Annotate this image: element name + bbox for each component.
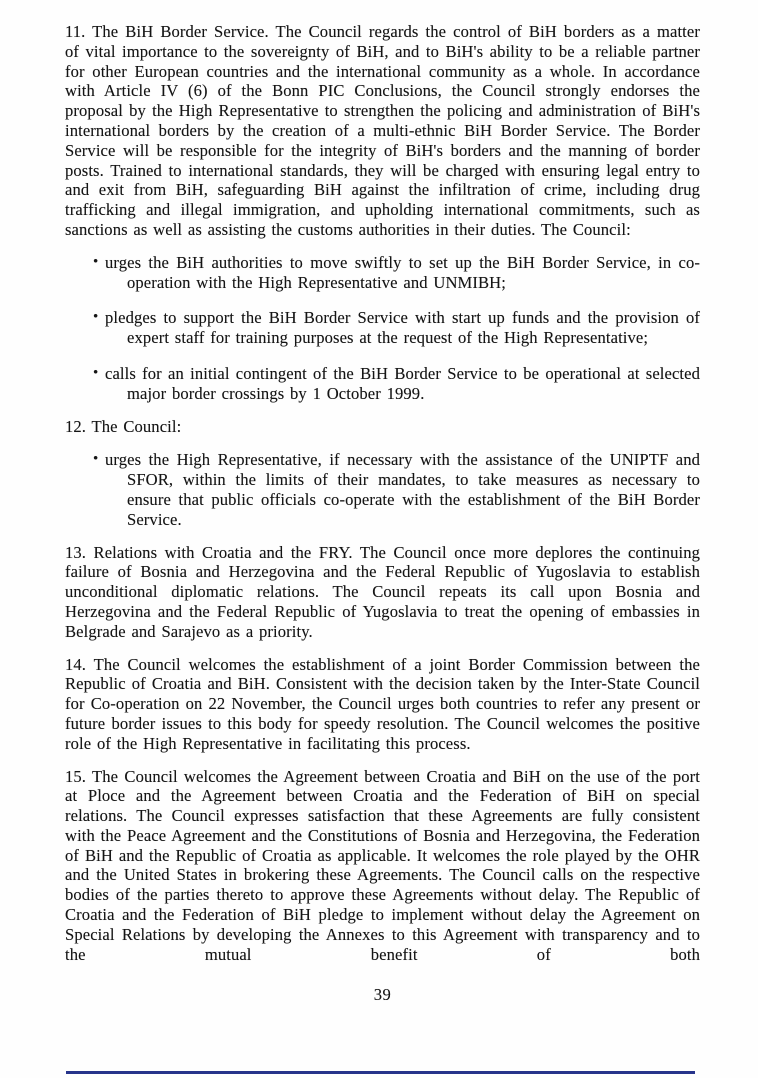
bullet-icon: • [93, 364, 99, 381]
bullet-text: pledges to support the BiH Border Service with start up funds and the provision of expert staff for training purposes at the request of the High Representative; [105, 308, 700, 348]
bullet-text: urges the BiH authorities to move swiftly to set up the BiH Border Service, in co-operation with the High Representative and UNMIBH; [105, 252, 700, 292]
bullet-text: calls for an initial contingent of the BiH Border Service to be operational at selected major border crossings by 1 October 1999. [105, 363, 700, 403]
bullet-item-calls-contingent [65, 364, 700, 404]
bullet-text: urges the High Representative, if necessary with the assistance of the UNIPTF and SFOR, within the limits of their mandates, to take measures as necessary to ensure that public officials co-operate with the establishment of the BiH Border Service. [105, 450, 700, 529]
paragraph-13: 13. Relations with Croatia and the FRY. The Council once more deplores the continuing failure of Bosnia and Herzegovina and the Federal Republic of Yugoslavia to establish unconditional diplomatic relations. The Council repeats its call upon Bosnia and Herzegovina and the Federal Republic of Yugoslavia to treat the opening of embassies in Belgrade and Sarajevo as a priority. [65, 542, 700, 641]
paragraph-11: 11. The BiH Border Service. The Council regards the control of BiH borders as a matter of vital importance to the sovereignty of BiH, and to BiH's ability to be a reliable partner for other European countries and the international community as a whole. In accordance with Article IV (6) of the Bonn PIC Conclusions, the Council strongly endorses the proposal by the High Representative to strengthen the policing and administration of BiH's international borders by the creation of a multi-ethnic BiH Border Service. The Border Service will be responsible for the integrity of BiH's borders and the manning of border posts. Trained to international standards, they will be charged with ensuring legal entry to and exit from BiH, safeguarding BiH against the infiltration of crime, including drug trafficking and illegal immigration, and upholding international commitments, such as sanctions as well as assisting the customs authorities in their duties. The Council: [65, 22, 700, 239]
bullet-item-urges-high-representative [65, 450, 700, 529]
paragraph-15: 15. The Council welcomes the Agreement between Croatia and BiH on the use of the port at Ploce and the Agreement between Croatia and the Federation of BiH on special relations. The Council expresses satisfaction that these Agreements are fully consistent with the Peace Agreement and the Constitutions of Bosnia and Herzegovina, the Federation of BiH and the Republic of Croatia as applicable. It welcomes the role played by the OHR and the United States in brokering these Agreements. The Council calls on the respective bodies of the parties thereto to approve these Agreements without delay. The Republic of Croatia and the Federation of BiH pledge to implement without delay the Agreement on Special Relations by developing the Annexes to this Agreement with transparency and to the mutual benefit of both [65, 766, 700, 964]
bullet-icon: • [93, 253, 99, 270]
bullet-item-pledges-support [65, 308, 700, 348]
bullet-icon: • [93, 309, 99, 326]
page-number: 39 [373, 985, 392, 1005]
bullet-list-11 [65, 253, 700, 404]
bullet-list-12 [65, 450, 700, 529]
bottom-scan-line [66, 1071, 695, 1074]
bullet-item-urges-authorities [65, 253, 700, 293]
bullet-icon: • [93, 451, 99, 468]
paragraph-14: 14. The Council welcomes the establishment of a joint Border Commission between the Republic of Croatia and BiH. Consistent with the decision taken by the Inter-State Council for Co-operation on 22 November, the Council urges both countries to refer any present or future border issues to this body for speedy resolution. The Council welcomes the positive role of the High Representative in facilitating this process. [65, 654, 700, 753]
paragraph-12: 12. The Council: [65, 416, 182, 436]
